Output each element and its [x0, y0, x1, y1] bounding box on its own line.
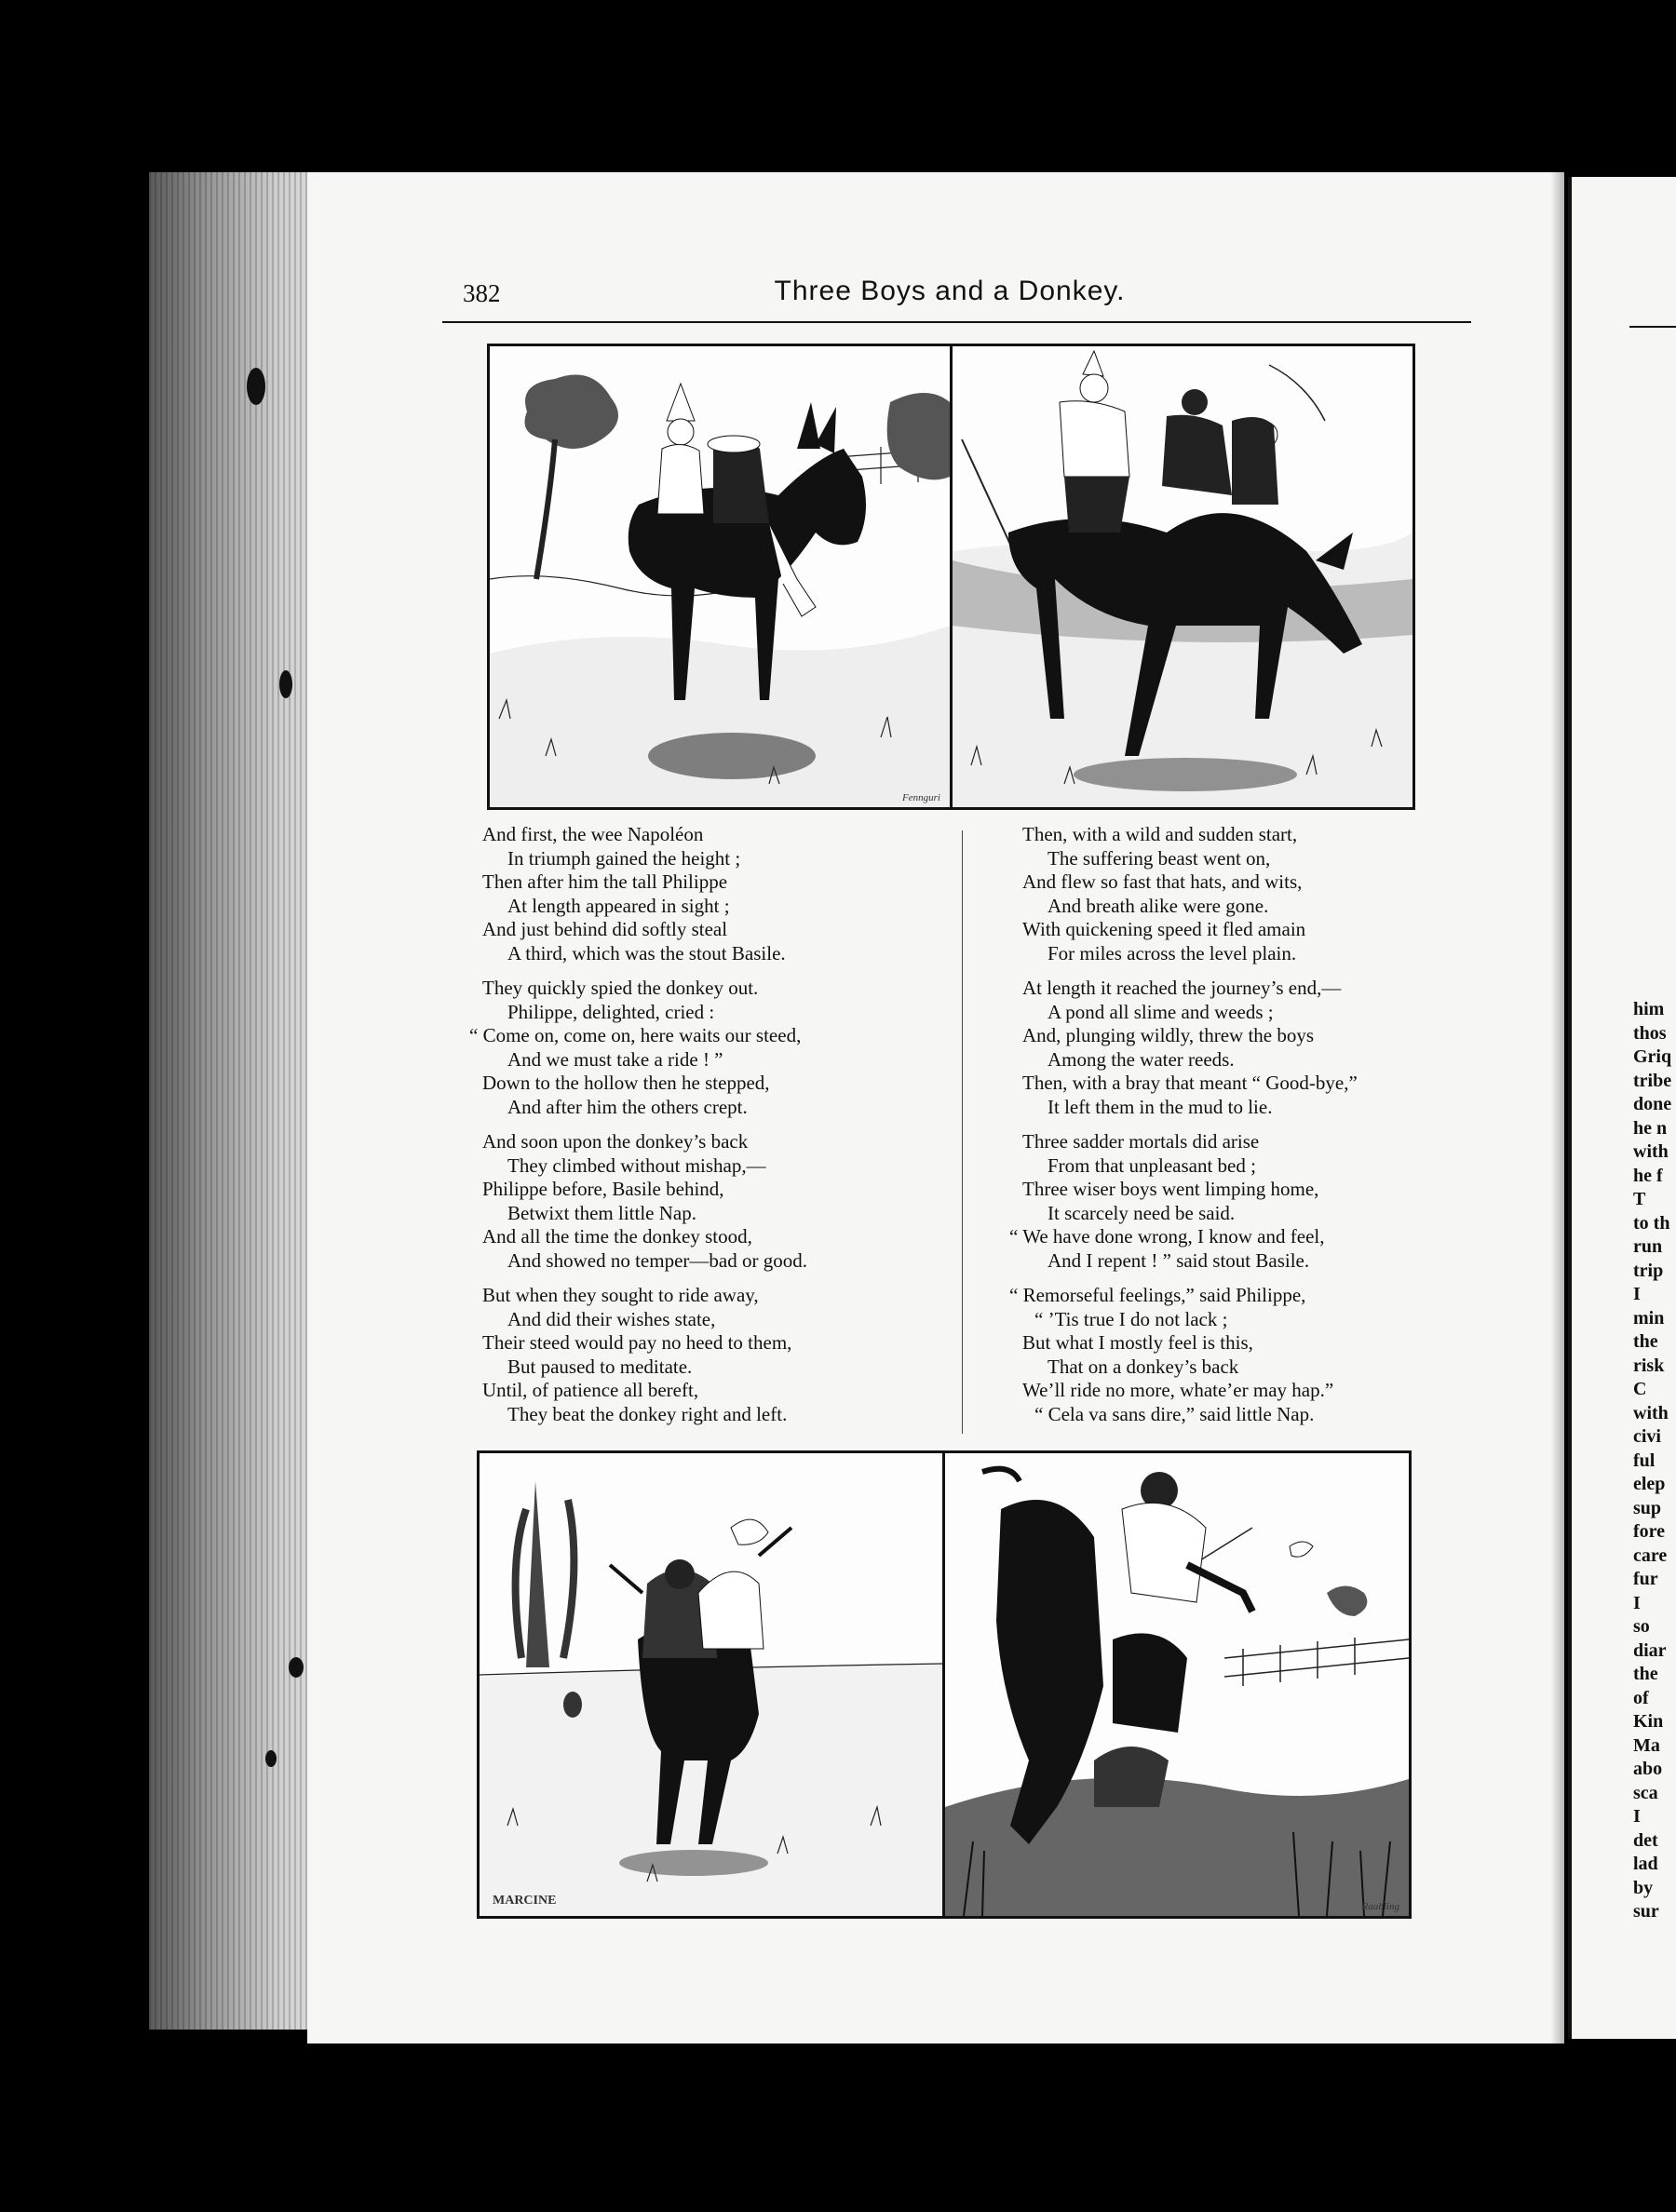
- column-divider: [962, 830, 963, 1434]
- illustration-donkey-running: [477, 1450, 946, 1919]
- facing-page-line-fragment: tribe: [1633, 1070, 1672, 1091]
- poem-line: Their steed would pay no heed to them,: [482, 1331, 792, 1354]
- poem-line: “ Come on, come on, here waits our steed,: [469, 1024, 802, 1046]
- facing-page-line-fragment: sur: [1633, 1901, 1659, 1922]
- facing-page-line-fragment: him: [1633, 999, 1665, 1019]
- poem-line: Three sadder mortals did arise: [1022, 1130, 1260, 1153]
- scan-speck: [265, 1750, 277, 1767]
- facing-page-line-fragment: ful: [1633, 1450, 1656, 1471]
- facing-page-line-fragment: fur: [1633, 1569, 1658, 1589]
- facing-page-line-fragment: with: [1633, 1402, 1669, 1423]
- facing-page-line-fragment: sca: [1633, 1782, 1658, 1803]
- facing-page-line-fragment: the: [1633, 1664, 1658, 1684]
- illustrator-signature: Raabling: [1361, 1901, 1399, 1912]
- poem-line: And I repent ! ” said stout Basile.: [1048, 1248, 1310, 1272]
- poem-line: In triumph gained the height ;: [507, 846, 741, 870]
- poem-stanza: [482, 1130, 948, 1273]
- poem-line: But paused to meditate.: [507, 1355, 693, 1378]
- facing-page-line-fragment: det: [1633, 1829, 1658, 1851]
- facing-page-line-fragment: I: [1633, 1284, 1641, 1304]
- facing-page-line-fragment: Griq: [1633, 1046, 1672, 1067]
- poem-line: They quickly spied the donkey out.: [482, 977, 759, 999]
- poem-line: Until, of patience all bereft,: [482, 1379, 699, 1401]
- illustration-boys-thrown-in-pond: [942, 1450, 1412, 1919]
- facing-page-text-fragments: [1633, 998, 1671, 1924]
- scan-speck: [247, 368, 265, 405]
- facing-page-line-fragment: lad: [1633, 1854, 1658, 1874]
- poem-line: And we must take a ride ! ”: [507, 1047, 723, 1071]
- poem-line: And soon upon the donkey’s back: [482, 1130, 749, 1153]
- poem-line: It scarcely need be said.: [1048, 1201, 1236, 1224]
- poem-line: A pond all slime and weeds ;: [1048, 1000, 1274, 1023]
- poem-line: And just behind did softly steal: [482, 918, 728, 940]
- poem-line: Philippe before, Basile behind,: [482, 1178, 724, 1200]
- poem-line: And, plunging wildly, threw the boys: [1022, 1024, 1315, 1046]
- poem-line: A third, which was the stout Basile.: [507, 941, 786, 964]
- facing-page-line-fragment: civi: [1633, 1426, 1661, 1447]
- poem-stanza: [1009, 1130, 1432, 1273]
- poem-line: At length it reached the journey’s end,—: [1022, 977, 1342, 999]
- facing-page-line-fragment: I: [1633, 1592, 1641, 1613]
- illustration-boys-beating-donkey: [950, 344, 1415, 810]
- poem-line: The suffering beast went on,: [1048, 846, 1271, 870]
- facing-page-line-fragment: risk: [1633, 1355, 1665, 1376]
- facing-page-line-fragment: thos: [1633, 1022, 1667, 1044]
- facing-page-line-fragment: fore: [1633, 1521, 1666, 1542]
- poem-line: They beat the donkey right and left.: [507, 1402, 788, 1425]
- poem-line: At length appeared in sight ;: [507, 894, 730, 917]
- facing-page-line-fragment: of: [1633, 1687, 1649, 1708]
- illustration-boys-mounting-donkey: [487, 344, 953, 810]
- facing-page-line-fragment: C: [1633, 1379, 1647, 1399]
- scan-speck: [279, 670, 292, 698]
- poem-stanza: [1009, 1284, 1432, 1426]
- facing-page-line-fragment: Ma: [1633, 1734, 1660, 1756]
- poem-line: Betwixt them little Nap.: [507, 1201, 696, 1224]
- facing-page-line-fragment: the: [1633, 1331, 1658, 1352]
- poem-stanza: [1022, 977, 1432, 1119]
- poem-line: But when they sought to ride away,: [482, 1284, 759, 1306]
- poem-line: But what I mostly feel is this,: [1022, 1331, 1253, 1354]
- running-title: Three Boys and a Donkey.: [774, 276, 1126, 306]
- poem-stanza: [482, 823, 948, 965]
- facing-page-line-fragment: trip: [1633, 1260, 1664, 1281]
- poem-stanza: [1022, 823, 1432, 965]
- facing-page-line-fragment: abo: [1633, 1759, 1663, 1779]
- poem-line: And all the time the donkey stood,: [482, 1225, 752, 1248]
- poem-line: They climbed without mishap,—: [507, 1153, 766, 1177]
- facing-page-line-fragment: care: [1633, 1544, 1668, 1566]
- facing-page-line-fragment: I: [1633, 1806, 1641, 1827]
- poem-line: Philippe, delighted, cried :: [507, 1000, 715, 1023]
- poem-line: And flew so fast that hats, and wits,: [1022, 870, 1303, 893]
- poem-line: That on a donkey’s back: [1048, 1355, 1239, 1378]
- poem-stanza: [482, 1284, 948, 1426]
- poem-line: Then after him the tall Philippe: [482, 870, 728, 893]
- poem-line: And after him the others crept.: [507, 1095, 748, 1118]
- poem-line: “ Cela va sans dire,” said little Nap.: [1034, 1402, 1315, 1425]
- page-number: 382: [463, 279, 501, 307]
- poem-line: For miles across the level plain.: [1048, 941, 1297, 964]
- poem-line: “ We have done wrong, I know and feel,: [1009, 1225, 1325, 1248]
- facing-page-line-fragment: with: [1633, 1141, 1669, 1162]
- poem-line: Among the water reeds.: [1048, 1047, 1235, 1071]
- poem-line: We’ll ride no more, whate’er may hap.”: [1022, 1379, 1334, 1401]
- poem-line: And showed no temper—bad or good.: [507, 1248, 807, 1272]
- poem-right-column: [1009, 823, 1432, 1437]
- illustrator-signature: Fennguri: [902, 792, 940, 803]
- facing-page-line-fragment: by: [1633, 1877, 1654, 1898]
- facing-page-line-fragment: sup: [1633, 1497, 1662, 1518]
- poem-line: And did their wishes state,: [507, 1307, 716, 1330]
- facing-page-line-fragment: he n: [1633, 1117, 1668, 1139]
- spine-shadow: [1550, 172, 1569, 2043]
- illustrator-signature: MARCINE: [493, 1894, 557, 1908]
- poem-line: With quickening speed it fled amain: [1022, 918, 1306, 940]
- poem-line: And first, the wee Napoléon: [482, 823, 704, 845]
- poem-line: Three wiser boys went limping home,: [1022, 1178, 1319, 1200]
- illustration-drawing: [953, 346, 1412, 807]
- poem-line: Then, with a wild and sudden start,: [1022, 823, 1298, 845]
- poem-line: “ ’Tis true I do not lack ;: [1034, 1307, 1228, 1330]
- poem-line: Down to the hollow then he stepped,: [482, 1072, 770, 1094]
- illustration-drawing: [490, 346, 950, 807]
- scan-speck: [289, 1657, 304, 1678]
- facing-page-line-fragment: Kin: [1633, 1711, 1664, 1732]
- facing-page-line-fragment: to th: [1633, 1212, 1670, 1234]
- poem-line: “ Remorseful feelings,” said Philippe,: [1009, 1284, 1306, 1306]
- facing-page-line-fragment: he f: [1633, 1165, 1663, 1186]
- header-rule: [442, 321, 1471, 323]
- poem-stanza: [469, 977, 948, 1119]
- illustration-drawing: [480, 1453, 943, 1916]
- illustration-drawing: [945, 1453, 1409, 1916]
- poem-line: Then, with a bray that meant “ Good-bye,”: [1022, 1072, 1358, 1094]
- poem-left-column: [469, 823, 948, 1437]
- poem-line: It left them in the mud to lie.: [1048, 1095, 1273, 1118]
- facing-page-line-fragment: elep: [1633, 1474, 1666, 1494]
- poem-line: From that unpleasant bed ;: [1048, 1153, 1256, 1177]
- facing-page-line-fragment: min: [1633, 1307, 1665, 1329]
- facing-page-line-fragment: diar: [1633, 1639, 1667, 1661]
- facing-page-line-fragment: so: [1633, 1616, 1650, 1637]
- facing-page-line-fragment: T: [1633, 1189, 1646, 1209]
- poem-line: And breath alike were gone.: [1048, 894, 1269, 917]
- facing-page-line-fragment: run: [1633, 1236, 1663, 1257]
- right-page-header-rule: [1629, 326, 1676, 328]
- facing-page-line-fragment: done: [1633, 1094, 1672, 1114]
